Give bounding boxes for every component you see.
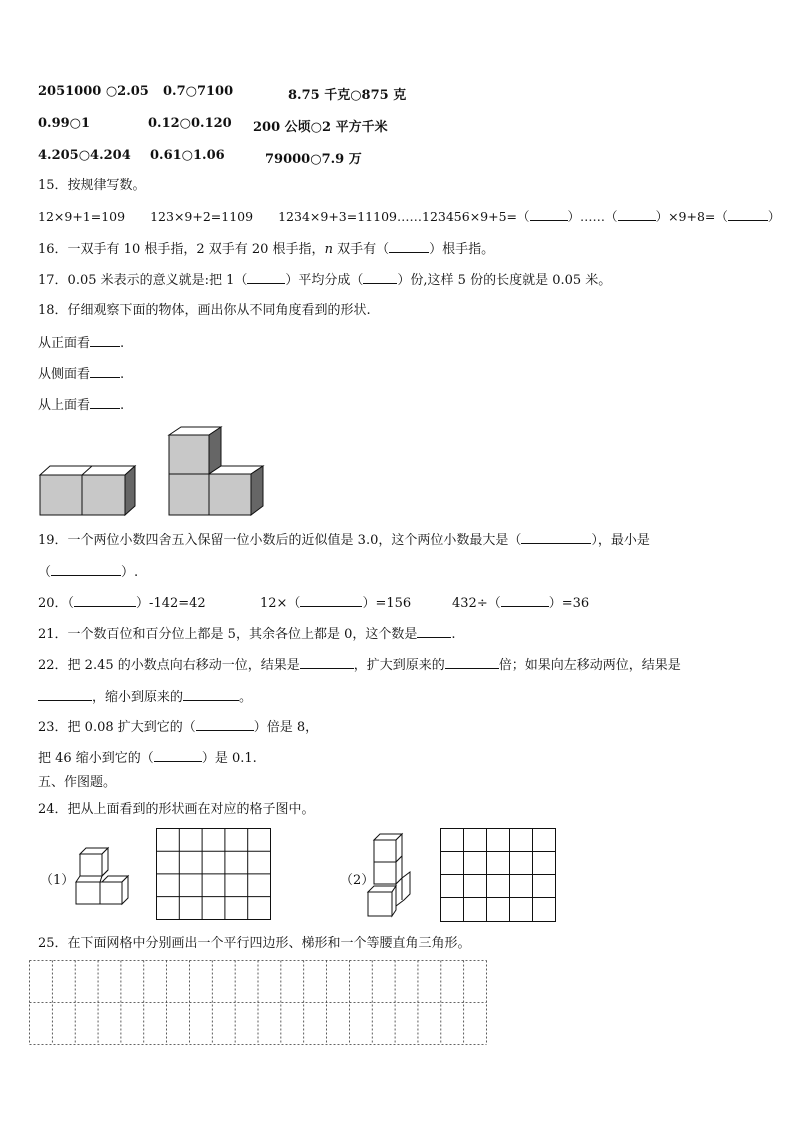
- cube-face: [125, 466, 135, 515]
- answer-blank[interactable]: [154, 749, 202, 762]
- q19-text-d: ）.: [121, 565, 139, 580]
- q24-grid-2[interactable]: [440, 828, 557, 923]
- q23-text-a: 23．把 0.08 扩大到它的（: [38, 720, 196, 735]
- answer-blank[interactable]: [521, 531, 591, 544]
- q19-text-b: ），最小是: [591, 533, 650, 548]
- compare-item: 0.99○1: [38, 116, 91, 131]
- q19-text-c: （: [38, 565, 52, 580]
- answer-blank[interactable]: [300, 594, 362, 607]
- compare-item: 0.7○7100: [163, 84, 234, 99]
- answer-blank[interactable]: [445, 656, 499, 669]
- q19-line-1: [38, 531, 650, 549]
- q22-text-d: ，缩小到原来的: [92, 690, 184, 705]
- answer-blank[interactable]: [501, 594, 549, 607]
- q17: [38, 271, 611, 289]
- q24-figure-1: [74, 844, 130, 908]
- q22-text-e: 。: [239, 690, 253, 705]
- q18-dot: .: [120, 336, 125, 351]
- q16-var-n: n: [324, 242, 333, 257]
- q18-dot: .: [120, 367, 125, 382]
- q23-text-c: 把 46 缩小到它的（: [38, 751, 154, 766]
- compare-item: 79000○7.9 万: [265, 152, 362, 167]
- q18-cube-figure: [38, 425, 268, 517]
- q16-text-a: 16．一双手有 10 根手指，2 双手有 20 根手指，: [38, 242, 325, 257]
- compare-item: 200 公顷○2 平方千米: [253, 120, 388, 135]
- q18-top-label: 从上面看: [38, 398, 91, 413]
- q22-line-1: [38, 656, 681, 674]
- q25-dotted-grid[interactable]: [29, 960, 487, 1046]
- q20-text-d: ）=156: [362, 596, 412, 611]
- cube-face: [40, 475, 82, 515]
- q17-text-a: 17．0.05 米表示的意义就是:把 1（: [38, 273, 248, 288]
- compare-item: 0.12○0.120: [148, 116, 232, 131]
- cube-face: [368, 886, 396, 892]
- cube-face: [209, 474, 251, 515]
- q18-side: [38, 365, 124, 383]
- q20-text-e: 432÷（: [452, 596, 501, 611]
- q22-text-a: 22．把 2.45 的小数点向右移动一位，结果是: [38, 658, 300, 673]
- cube-stack-l-shape: [169, 427, 263, 515]
- answer-blank[interactable]: [51, 563, 121, 576]
- q20-text-c: 12×（: [260, 596, 301, 611]
- answer-blank[interactable]: [74, 594, 136, 607]
- q18-front-label: 从正面看: [38, 336, 91, 351]
- q15-title: 15．按规律写数。: [38, 178, 146, 193]
- q23-text-b: ）倍是 8，: [253, 720, 319, 735]
- cube-face: [76, 882, 100, 904]
- cube-face: [76, 876, 102, 882]
- q18-title: 18．仔细观察下面的物体，画出你从不同角度看到的形状.: [38, 303, 371, 318]
- q19-text-a: 19．一个两位小数四舍五入保留一位小数后的近似值是 3.0，这个两位小数最大是（: [38, 533, 522, 548]
- answer-blank[interactable]: [196, 718, 254, 731]
- cube-pair-horizontal: [40, 466, 135, 515]
- q22-text-b: ，扩大到原来的: [353, 658, 445, 673]
- q24-title: 24．把从上面看到的形状画在对应的格子图中。: [38, 802, 315, 817]
- q15-text-c: ）×9+8=（: [655, 209, 728, 224]
- q20-text-b: ）-142=42: [136, 596, 206, 611]
- q15-text-d: ）: [767, 209, 781, 224]
- q24-label-1: （1）: [40, 873, 75, 888]
- q22-line-2: [38, 688, 252, 706]
- q21-text-b: .: [451, 627, 456, 642]
- cube-face: [368, 892, 392, 916]
- answer-blank[interactable]: [389, 240, 429, 253]
- q23-line-1: [38, 718, 318, 736]
- q22-text-c: 倍；如果向左移动两位，结果是: [498, 658, 681, 673]
- q23-text-d: ）是 0.1.: [201, 751, 257, 766]
- cube-face: [169, 474, 209, 515]
- compare-item: 4.205○4.204: [38, 148, 131, 163]
- q18-dot: .: [120, 398, 125, 413]
- q24-label-2: （2）: [340, 873, 375, 888]
- cube-face: [392, 886, 396, 916]
- q17-text-b: ）平均分成（: [285, 273, 364, 288]
- answer-blank[interactable]: [728, 208, 768, 221]
- answer-blank[interactable]: [90, 396, 120, 409]
- q15-sequence: [38, 208, 780, 225]
- answer-blank[interactable]: [183, 688, 239, 701]
- q20-part-3: [452, 594, 589, 612]
- q24-figure-2: [366, 830, 412, 920]
- answer-blank[interactable]: [530, 208, 568, 221]
- cube-face: [374, 840, 396, 862]
- q17-text-c: ）份,这样 5 份的长度就是 0.05 米。: [397, 273, 612, 288]
- q18-side-label: 从侧面看: [38, 367, 91, 382]
- answer-blank[interactable]: [247, 271, 285, 284]
- q15-text-b: ）……（: [567, 209, 618, 224]
- q16-text-b: 双手有（: [332, 242, 390, 257]
- q20-part-2: [260, 594, 411, 612]
- q24-grid-1[interactable]: [156, 828, 272, 921]
- answer-blank[interactable]: [38, 688, 92, 701]
- q23-line-2: [38, 749, 257, 767]
- answer-blank[interactable]: [90, 334, 120, 347]
- answer-blank[interactable]: [363, 271, 397, 284]
- answer-blank[interactable]: [300, 656, 354, 669]
- q16: [38, 240, 494, 258]
- cube-face: [80, 854, 102, 876]
- q20-text-a: 20．（: [38, 596, 75, 611]
- compare-item: 0.61○1.06: [150, 148, 225, 163]
- q20: [38, 594, 206, 612]
- cube-face: [251, 466, 263, 515]
- q18-front: [38, 334, 124, 352]
- answer-blank[interactable]: [618, 208, 656, 221]
- compare-item: 2051000 ○2.05: [38, 84, 149, 99]
- cube-face: [374, 862, 396, 884]
- q18-top: [38, 396, 124, 414]
- q21-text-a: 21．一个数百位和百分位上都是 5，其余各位上都是 0，这个数是: [38, 627, 418, 642]
- q19-line-2: [38, 563, 138, 581]
- q21: [38, 625, 456, 643]
- q15-text-a: 12×9+1=109 123×9+2=1109 1234×9+3=11109……123456×9+5=（: [38, 209, 530, 224]
- cube-face: [169, 435, 209, 474]
- section-heading: 五、作图题。: [38, 775, 117, 790]
- answer-blank[interactable]: [90, 365, 120, 378]
- cube-face: [100, 882, 122, 904]
- compare-item: 8.75 千克○875 克: [288, 88, 407, 103]
- cube-face: [82, 475, 125, 515]
- q25-title: 25．在下面网格中分别画出一个平行四边形、梯形和一个等腰直角三角形。: [38, 936, 471, 951]
- q20-text-f: ）=36: [548, 596, 590, 611]
- q16-text-c: ）根手指。: [429, 242, 495, 257]
- answer-blank[interactable]: [417, 625, 451, 638]
